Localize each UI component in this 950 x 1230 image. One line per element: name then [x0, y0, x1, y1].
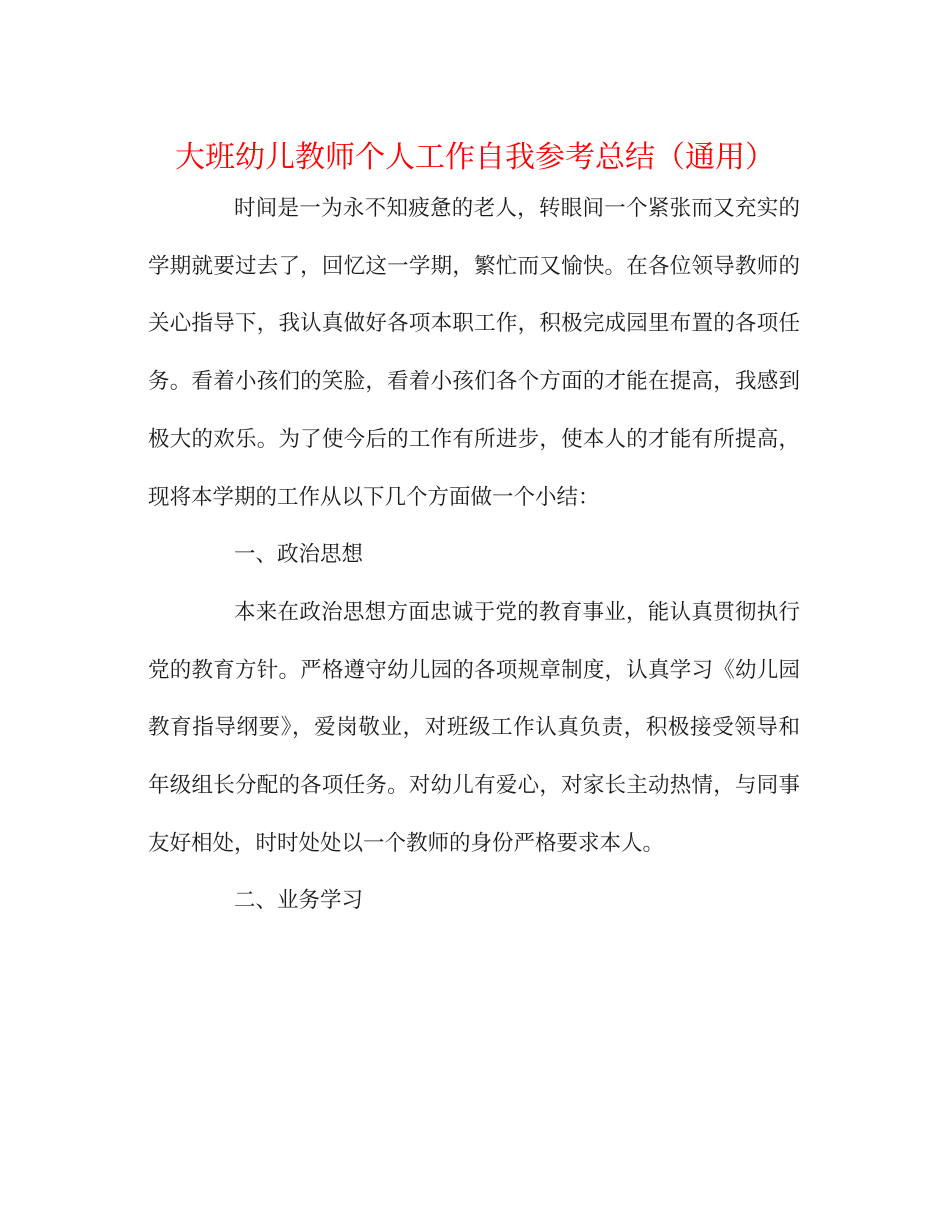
politics-paragraph: 本来在政治思想方面忠诚于党的教育事业，能认真贯彻执行党的教育方针。严格遵守幼儿园的各项规章制度，认真学习《幼儿园教育指导纲要》，爱岗敬业，对班级工作认真负责，积极接受领导和年级组长分配的各项任务。对幼儿有爱心，对家长主动热情，与同事友好相处，时时处处以一个教师的身份严格要求本人。 [148, 599, 800, 856]
section-heading-politics: 一、政治思想 [234, 542, 364, 568]
document-body [148, 180, 800, 930]
document-title: 大班幼儿教师个人工作自我参考总结（通用） [175, 140, 775, 175]
section-heading-study: 二、业务学习 [234, 888, 364, 914]
intro-paragraph: 时间是一为永不知疲惫的老人，转眼间一个紧张而又充实的学期就要过去了，回忆这一学期，繁忙而又愉快。在各位领导教师的关心指导下，我认真做好各项本职工作，积极完成园里布置的各项任务。看着小孩们的笑脸，看着小孩们各个方面的才能在提高，我感到极大的欢乐。为了使今后的工作有所进步，使本人的才能有所提高，现将本学期的工作从以下几个方面做一个小结： [148, 196, 800, 510]
